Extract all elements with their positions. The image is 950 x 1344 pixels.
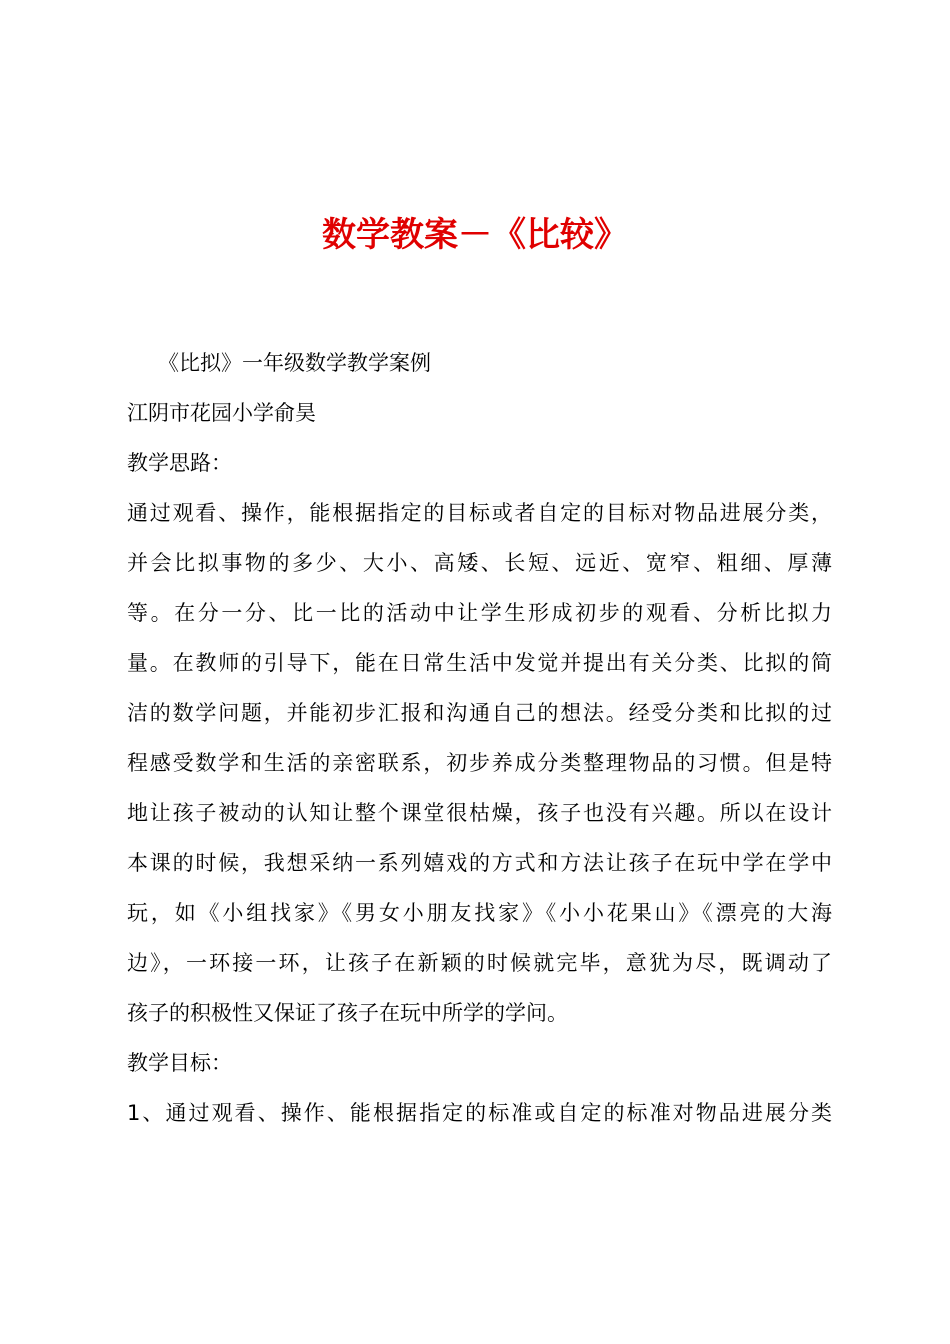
- section-heading-thinking: 教学思路：: [127, 451, 232, 475]
- document-title: 数学教案－《比较》: [322, 215, 628, 255]
- paragraph-line: 等。在分一分、比一比的活动中让学生形成初步的观看、分析比拟力: [127, 601, 832, 625]
- paragraph-line: 地让孩子被动的认知让整个课堂很枯燥，孩子也没有兴趣。所以在设计: [127, 801, 832, 825]
- author-line: 江阴市花园小学俞昊: [127, 401, 316, 425]
- paragraph-line: 本课的时候，我想采纳一系列嬉戏的方式和方法让孩子在玩中学在学中: [127, 851, 832, 875]
- document-subtitle: 《比拟》一年级数学教学案例: [158, 351, 431, 375]
- paragraph-line: 洁的数学问题，并能初步汇报和沟通自己的想法。经受分类和比拟的过: [127, 701, 832, 725]
- paragraph-line: 程感受数学和生活的亲密联系，初步养成分类整理物品的习惯。但是特: [127, 751, 832, 775]
- section-heading-goals: 教学目标：: [127, 1051, 232, 1075]
- paragraph-line: 通过观看、操作，能根据指定的目标或者自定的目标对物品进展分类，: [127, 501, 832, 525]
- paragraph-line: 孩子的积极性又保证了孩子在玩中所学的学问。: [127, 1001, 568, 1025]
- paragraph-line: 并会比拟事物的多少、大小、高矮、长短、远近、宽窄、粗细、厚薄: [127, 551, 832, 575]
- paragraph-line: 边》，一环接一环，让孩子在新颖的时候就完毕，意犹为尽，既调动了: [127, 951, 832, 975]
- goal-item-1: 1、通过观看、操作、能根据指定的标准或自定的标准对物品进展分类: [127, 1101, 832, 1125]
- paragraph-line: 玩，如《小组找家》《男女小朋友找家》《小小花果山》《漂亮的大海: [127, 901, 832, 925]
- paragraph-line: 量。在教师的引导下，能在日常生活中发觉并提出有关分类、比拟的简: [127, 651, 832, 675]
